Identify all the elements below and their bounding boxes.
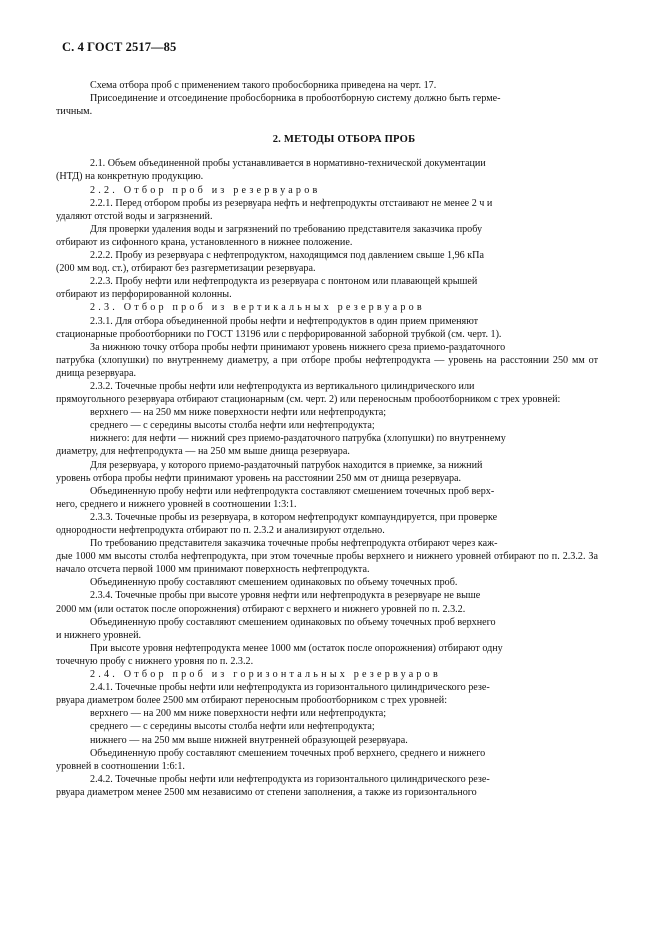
paragraph-first-line: Присоединение и отсоединение пробосборника в пробоотборную систему должно быть герме- (90, 93, 501, 105)
paragraph (56, 773, 598, 799)
paragraph-first-line: 2.2.3. Пробу нефти или нефтепродукта из резервуара с понтоном или плавающей крышей (90, 276, 478, 288)
paragraph-continuation: прямоугольного резервуара отбирают стационарным (см. черт. 2) или переносным пробоотборником с трех уровней: (56, 394, 561, 406)
paragraph-first-line: 2.4. Отбор проб из горизонтальных резервуаров (90, 669, 441, 681)
paragraph-first-line: нижнего: для нефти — нижний срез приемо-раздаточного патрубка (хлопушки) по внутреннему (90, 433, 506, 445)
paragraph-first-line: 2.3.3. Точечные пробы из резервуара, в котором нефтепродукт компаундируется, при проверке (90, 511, 498, 523)
paragraph (56, 537, 598, 576)
paragraph-first-line: Объединенную пробу нефти или нефтепродукта составляют смешением точечных проб верх- (90, 485, 495, 497)
paragraph-continuation: рвуара диаметром более 2500 мм отбирают переносным пробоотборником с трех уровней: (56, 695, 448, 707)
paragraph (56, 223, 598, 249)
paragraph (56, 197, 598, 223)
paragraph-continuation: уровней в соотношении 1:6:1. (56, 760, 185, 772)
paragraph-continuation: рвуара диаметром менее 2500 мм независимо от степени заполнения, а также из горизонтального (56, 786, 477, 798)
paragraph-first-line: Схема отбора проб с применением такого пробосборника приведена на черт. 17. (90, 80, 437, 91)
paragraph-continuation: отбирают из сифонного крана, установленного в нижнее положение. (56, 236, 353, 248)
paragraph-continuation: стационарные пробоотборники по ГОСТ 13196 или с перфорированной заборной трубкой (см. черт. 1). (56, 328, 502, 340)
intro-block (56, 79, 598, 118)
paragraph-first-line: Объединенную пробу составляют смешением точечных проб верхнего, среднего и нижнего (90, 747, 486, 759)
paragraph-first-line: Объединенную пробу составляют смешением одинаковых по объему точечных проб. (90, 577, 458, 589)
paragraph (56, 380, 598, 406)
paragraph (90, 79, 598, 92)
paragraph-continuation: однородности нефтепродукта отбирают по п. 2.3.2 и анализируют отдельно. (56, 525, 385, 536)
paragraph-continuation: диаметру, для нефтепродукта — на 250 мм выше днища резервуара. (56, 446, 350, 458)
paragraph-first-line: При высоте уровня нефтепродукта менее 1000 мм (остаток после опорожнения) отбирают одну (90, 642, 503, 654)
paragraph (90, 734, 598, 747)
paragraph (56, 275, 598, 301)
paragraph (56, 511, 598, 537)
paragraph-first-line: 2.3.1. Для отбора объединенной пробы нефти и нефтепродуктов в один прием применяют (90, 315, 479, 327)
paragraph-first-line: среднего — с середины высоты столба нефти или нефтепродукта; (90, 420, 375, 432)
paragraph-continuation: (200 мм вод. ст.), отбирают без разгерметизации резервуара. (56, 263, 316, 275)
paragraph (56, 589, 598, 615)
paragraph (90, 707, 598, 720)
paragraph-first-line: 2.2. Отбор проб из резервуаров (90, 184, 321, 196)
section-body (56, 157, 598, 799)
paragraph (56, 459, 598, 485)
paragraph (56, 92, 598, 118)
paragraph (56, 616, 598, 642)
section-title: 2. МЕТОДЫ ОТБОРА ПРОБ (272, 134, 416, 146)
paragraph-continuation: патрубка (хлопушки) по внутреннему диаметру, а при отборе пробы нефтепродукта — уровень на расстоянии 250 мм от днища резервуара. (56, 354, 598, 379)
paragraph-first-line: Объединенную пробу составляют смешением одинаковых по объему точечных проб верхнего (90, 616, 496, 628)
paragraph-first-line: 2.1. Объем объединенной пробы устанавливается в нормативно-технической документации (90, 158, 486, 170)
paragraph-first-line: 2.3.2. Точечные пробы нефти или нефтепродукта из вертикального цилиндрического или (90, 380, 475, 392)
paragraph-first-line: 2.2.1. Перед отбором пробы из резервуара нефть и нефтепродукты отстаивают не менее 2 ч и (90, 197, 493, 209)
paragraph (56, 681, 598, 707)
paragraph-first-line: 2.3. Отбор проб из вертикальных резервуаров (90, 302, 425, 314)
paragraph-continuation: отбирают из перфорированной колонны. (56, 289, 232, 301)
paragraph (90, 668, 598, 681)
paragraph-first-line: среднего — с середины высоты столба нефти или нефтепродукта; (90, 721, 375, 733)
paragraph-first-line: 2.4.1. Точечные пробы нефти или нефтепродукта из горизонтального цилиндрического резе- (90, 682, 490, 694)
paragraph (56, 642, 598, 668)
paragraph-first-line: 2.3.4. Точечные пробы при высоте уровня нефти или нефтепродукта в резервуаре не выше (90, 590, 481, 602)
paragraph (56, 315, 598, 341)
paragraph-continuation: (НТД) на конкретную продукцию. (56, 171, 204, 183)
paragraph (56, 341, 598, 380)
paragraph (56, 157, 598, 183)
paragraph-first-line: По требованию представителя заказчика точечные пробы нефтепродукта отбирают через каж- (90, 538, 498, 550)
paragraph-first-line: верхнего — на 200 мм ниже поверхности нефти или нефтепродукта; (90, 708, 387, 720)
paragraph (90, 576, 598, 589)
paragraph-first-line: 2.4.2. Точечные пробы нефти или нефтепродукта из горизонтального цилиндрического резе- (90, 773, 490, 785)
paragraph (90, 419, 598, 432)
paragraph-continuation: 2000 мм (или остаток после опорожнения) отбирают с верхнего и нижнего уровней по п. 2.3.2. (56, 603, 466, 615)
paragraph-continuation: него, среднего и нижнего уровней в соотношении 1:3:1. (56, 498, 297, 510)
document-body (56, 79, 598, 799)
paragraph (90, 406, 598, 419)
paragraph-first-line: верхнего — на 250 мм ниже поверхности нефти или нефтепродукта; (90, 407, 387, 419)
paragraph-first-line: нижнего — на 250 мм выше нижней внутренней образующей резервуара. (90, 734, 408, 746)
paragraph-first-line: Для резервуара, у которого приемо-раздаточный патрубок находится в приемке, за нижний (90, 459, 483, 471)
page-header: С. 4 ГОСТ 2517—85 (62, 40, 177, 54)
paragraph (90, 720, 598, 733)
paragraph (56, 249, 598, 275)
paragraph-continuation: дые 1000 мм высоты столба нефтепродукта, при этом точечные пробы верхнего и нижнего уровней отбирают по п. 2.3.2. За начало отсчета первой 1000 мм принимают поверхность нефтепродукта. (56, 551, 598, 576)
paragraph-first-line: Для проверки удаления воды и загрязнений по требованию представителя заказчика пробу (90, 223, 483, 235)
paragraph-continuation: уровень отбора пробы нефти принимают уровень на расстоянии 250 мм от днища резервуара. (56, 472, 462, 484)
paragraph-continuation: и нижнего уровней. (56, 629, 142, 641)
paragraph-first-line: За нижнюю точку отбора пробы нефти принимают уровень нижнего среза приемо-раздаточного (90, 341, 506, 353)
paragraph-continuation: удаляют отстой воды и загрязнений. (56, 210, 213, 222)
paragraph (90, 301, 598, 314)
paragraph-continuation: точечную пробу с нижнего уровня по п. 2.3.2. (56, 655, 254, 667)
paragraph-first-line: 2.2.2. Пробу из резервуара с нефтепродуктом, находящимся под давлением свыше 1,96 кПа (90, 250, 484, 262)
paragraph-continuation: тичным. (56, 106, 93, 118)
paragraph (56, 485, 598, 511)
paragraph (56, 432, 598, 458)
paragraph (56, 747, 598, 773)
paragraph (90, 184, 598, 197)
